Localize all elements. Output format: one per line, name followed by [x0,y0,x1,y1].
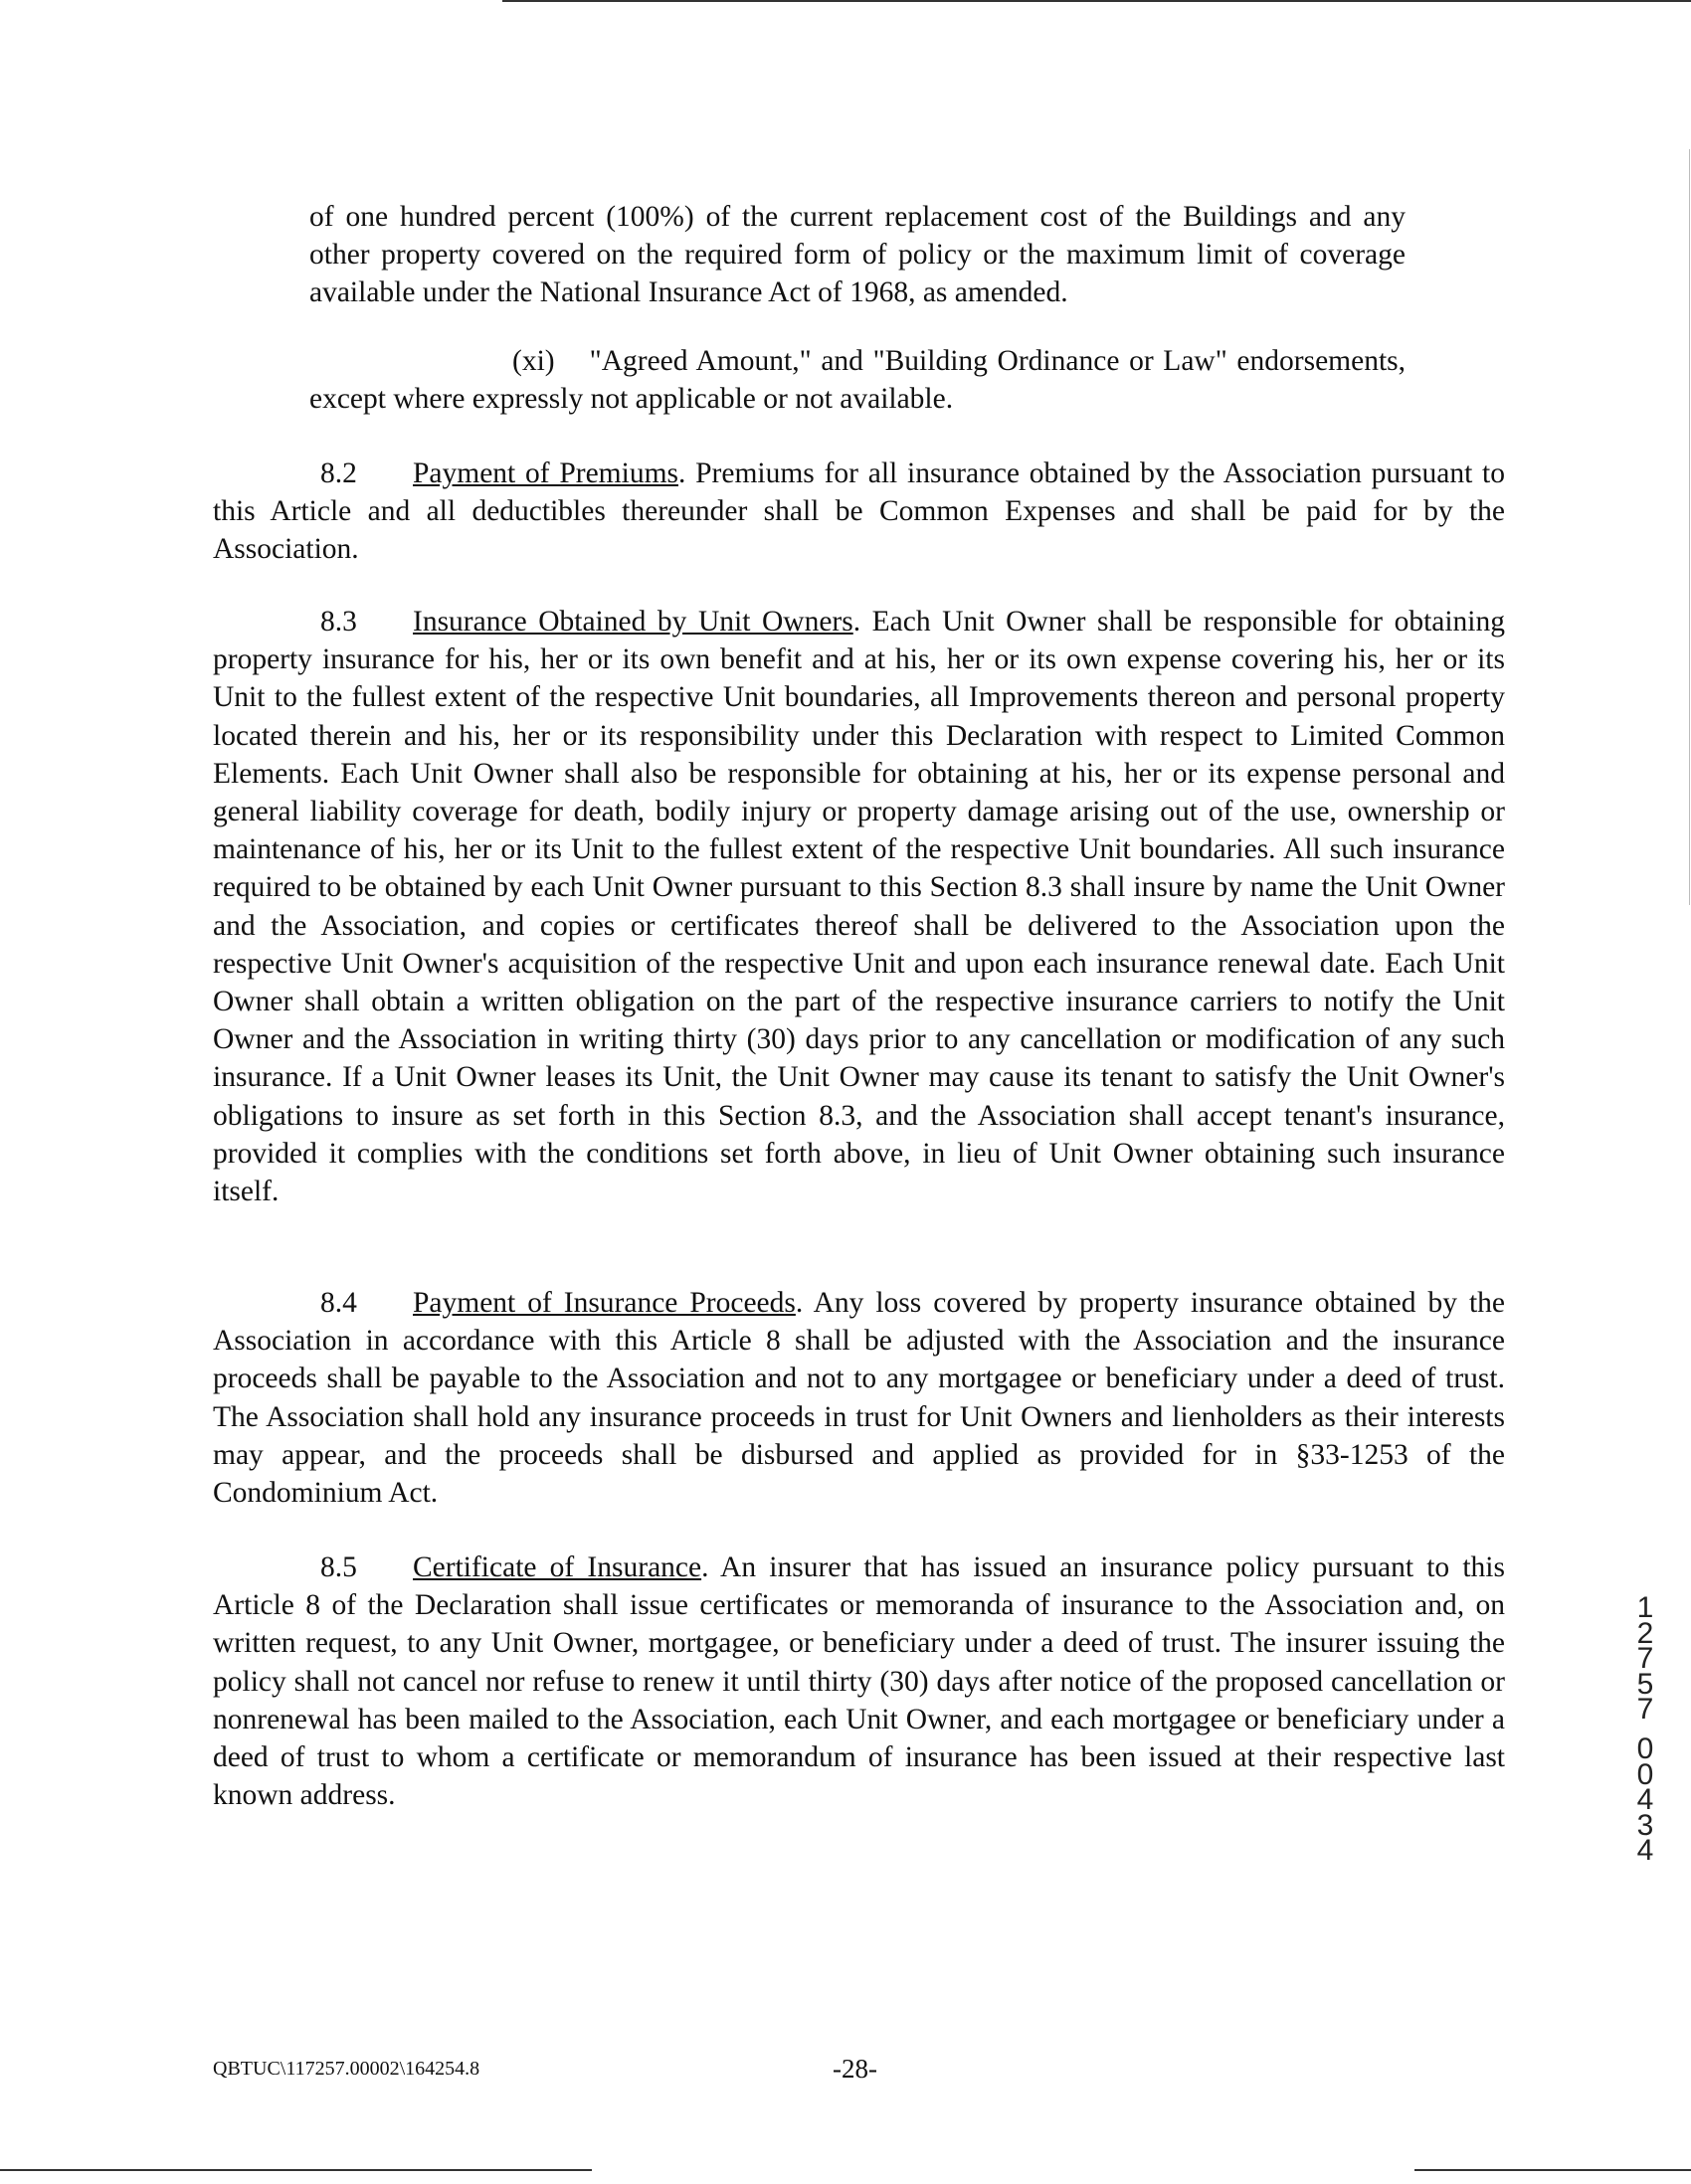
section-heading: Payment of Premiums [413,457,678,489]
section-number: 8.4 [320,1287,357,1319]
bottom-border-line-right [1414,2169,1691,2171]
section-number: 8.2 [320,457,357,489]
section-number: 8.3 [320,606,357,637]
section-body: . Premiums for all insurance obtained by the Association pursuant to this Article and all deductibles thereunder shall be Common Expenses and shall be paid for by the Association. [213,457,1505,566]
item-xi-text: "Agreed Amount," and "Building Ordinance or Law" endorsements, except where expressly not applicable or not available. [309,345,1407,416]
right-scan-edge [1689,149,1690,905]
section-body: . Any loss covered by property insurance obtained by the Association in accordance with this Article 8 shall be adjusted with the Association and the insurance proceeds shall be payable to the Association and not to any mortgagee or beneficiary under a deed of trust. The Association shall hold any insurance proceeds in trust for Unit Owners and lienholders as their interests may appear, and the proceeds shall be disbursed and applied as provided for in §33-1253 of the Condominium Act. [213,1287,1505,1510]
section-heading: Certificate of Insurance [413,1551,702,1583]
section-8-3 [213,603,1505,1210]
item-xi-paragraph [309,342,1406,418]
section-heading: Payment of Insurance Proceeds [413,1287,796,1319]
continuation-paragraph: of one hundred percent (100%) of the current replacement cost of the Buildings and any other property covered on the required form of policy or the maximum limit of coverage available under the National Insurance Act of 1968, as amended. [309,201,1406,309]
section-8-5 [213,1548,1505,1814]
section-heading: Insurance Obtained by Unit Owners [413,606,853,637]
top-border-line [502,0,1691,2]
section-body: . Each Unit Owner shall be responsible for obtaining property insurance for his, her or its own benefit and at his, her or its own expense covering his, her or its Unit to the fullest extent of the respective Unit boundaries, all Improvements thereon and personal property located therein and his, her or its responsibility under this Declaration with respect to Limited Common Elements. Each Unit Owner shall also be responsible for obtaining at his, her or its expense personal and general liability coverage for death, bodily injury or property damage arising out of the use, ownership or maintenance of his, her or its Unit to the fullest extent of the respective Unit boundaries. All such insurance required to be obtained by each Unit Owner pursuant to this Section 8.3 shall insure by name the Unit Owner and the Association, and copies or certificates thereof shall be delivered to the Association upon the respective Unit Owner's acquisition of the respective Unit and upon each insurance renewal date. Each Unit Owner shall obtain a written obligation on the part of the respective insurance carriers to notify the Unit Owner and the Association in writing thirty (30) days prior to any cancellation or modification of any such insurance. If a Unit Owner leases its Unit, the Unit Owner may cause its tenant to satisfy the Unit Owner's obligations to insure as set forth in this Section 8.3, and the Association shall accept tenant's insurance, provided it complies with the conditions set forth above, in lieu of Unit Owner obtaining such insurance itself. [213,606,1505,1208]
recording-number-stamp: 1 2 7 5 7 0 0 4 3 4 [1636,1591,1654,1868]
section-8-4 [213,1284,1505,1512]
footer-document-id: QBTUC\117257.00002\164254.8 [213,2058,480,2080]
section-number: 8.5 [320,1551,357,1583]
bottom-border-line-left [0,2169,592,2171]
section-8-2 [213,455,1505,569]
page-number: -28- [833,2054,877,2084]
section-body: . An insurer that has issued an insurance policy pursuant to this Article 8 of the Declaration shall issue certificates or memoranda of insurance to the Association and, on written request, to any Unit Owner, mortgagee, or beneficiary under a deed of trust. The insurer issuing the policy shall not cancel nor refuse to renew it until thirty (30) days after notice of the proposed cancellation or nonrenewal has been mailed to the Association, each Unit Owner, and each mortgagee or beneficiary under a deed of trust to whom a certificate or memorandum of insurance has been issued at their respective last known address. [213,1551,1505,1812]
item-xi-label: (xi) [512,345,555,377]
